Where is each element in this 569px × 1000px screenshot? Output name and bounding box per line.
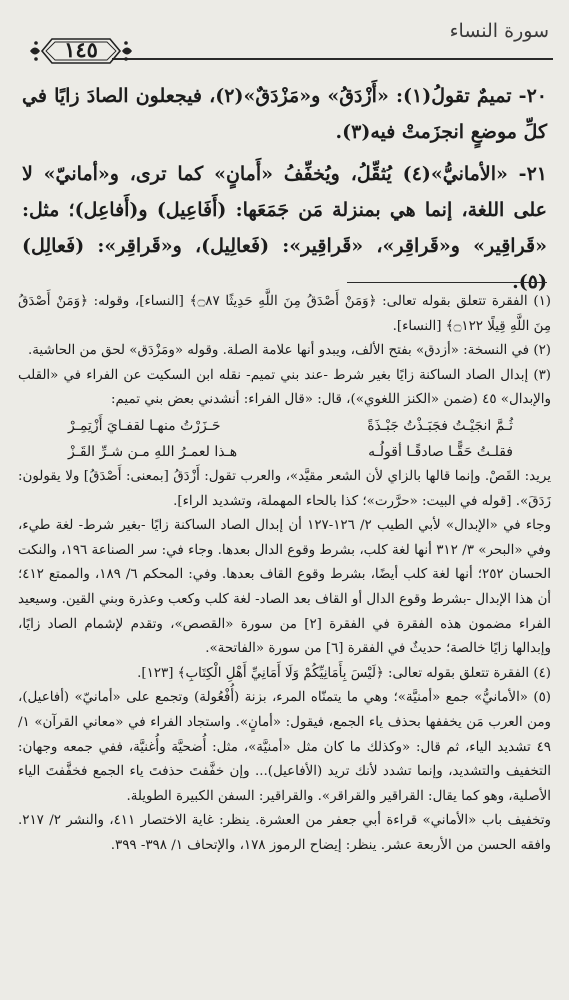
footnote-5: (٥) «الأمانيُّ» جمع «أمنيَّة»؛ وهي ما يتمنّاه المرء، بزنة (أُفْعُولة) وتجمع على «أمانيّ» (أفاعيل)، ومن العرب مَن يخففها بحذف ياء الجمع، فيقول: «أمانٍ». واستجاد الفراء في «معاني القرآن» ١/ ٤٩ تشديد الياء، ثم قال: «وكذلك ما كان مثل «أمنيَّة»، مثل: أُضحيَّة وأُغنيَّة، ففي جمعه وجهان: التخفيف والتشديد، وإنما تشدد لأنك تريد (الأفاعيل)... وإن خفَّفتَ حذفتَ ياء الجمع فخفَّفتَ الياء الأصلية، وهو كما يقال: القراقير والقراقر». والقراقير: السفن الكبيرة الطويلة. xyxy=(18,690,551,804)
verse-second-hemistich: هـذا لعمـرُ اللهِ مـن شـرِّ القَـزْ xyxy=(68,443,238,460)
poem-verse xyxy=(18,413,551,439)
verse-first-hemistich: ثُـمَّ انجَيْـتُ فجَبَـذْتُ جَبْـذَةً xyxy=(367,417,513,434)
page-number-ornament xyxy=(28,34,134,68)
paragraph-20: ٢٠- تميمٌ تقولُ(١): «أَزْدَقُ» و«مَزْدَقٌ»(٢)، فيجعلون الصادَ زايًا في كلِّ موضعٍ انجزَمتْ فيه(٣). xyxy=(22,85,547,143)
footnote-3: (٣) إبدال الصاد الساكنة زايًا بغير شرط -عند بني تميم- نقله ابن السكيت عن الفراء في «القلب والإبدال» ٤٥ (ضمن «الكنز اللغوي»)، قال: «قال الفراء: أنشدني بعض بني تميم: xyxy=(18,367,551,408)
footnote-3-sources: وجاء في «الإبدال» لأبي الطيب ٢/ ١٢٦-١٢٧ أن إبدال الصاد الساكنة زايًا -بغير شرط- لغة طيء، وفي «البحر» ٣/ ٣١٢ أنها لغة كلب، بشرط وقوع الدال بعدها. وجاء في: سر الصناعة ١٩٦، والنكت الحسان ٢٥٢؛ أنها لغة كلب أيضًا، بشرط وقوع القاف بعدها. وفي: المحكم ٦/ ١٨٩، والممتع ٤١٢؛ أن هذا الإبدال -بشرط وقوع الدال أو القاف بعد الصاد- لغة كلب وكعب وعذرة وبني القين. وسيعيد الفراء مضمون هذه الفقرة في الفقرة [٢] من سورة «القصص»، وتقدم لإشمام الصاد زايًا، وإبدالها زايًا خالصة؛ حديثٌ في الفقرة [٦] من سورة «الفاتحة». xyxy=(18,518,551,657)
page-number: ١٤٥ xyxy=(64,37,98,62)
footnote-1: (١) الفقرة تتعلق بقوله تعالى: ﴿وَمَنْ أَصْدَقُ مِنَ اللَّهِ حَدِيثًا ۝٨٧﴾ [النساء]، وقوله: ﴿وَمَنْ أَصْدَقُ مِنَ اللَّهِ قِيلًا ۝١٢٢﴾ [النساء]. xyxy=(18,294,551,334)
verse-first-hemistich: فقلـتُ حَقًّـا صادقًـا أقولُـه xyxy=(368,443,513,460)
footnote-4: (٤) الفقرة تتعلق بقوله تعالى: ﴿لَيْسَ بِأَمَانِيِّكُمْ وَلَا أَمَانِيِّ أَهْلِ الْكِتَابِ﴾ [١٢٣]. xyxy=(137,665,551,681)
footnote-separator xyxy=(347,282,547,283)
footnote-5-continued: وتخفيف باب «الأماني» قراءة أبي جعفر من العشرة. ينظر: غاية الاختصار ٤١١، والنشر ٢/ ٢١٧. وافقه الحسن من الأربعة عشر. ينظر: إيضاح الرموز ١٧٨، والإتحاف ١/ ٣٩٨- ٣٩٩. xyxy=(18,813,551,853)
footnotes xyxy=(18,290,551,858)
header-rule xyxy=(112,58,553,60)
surah-name: سورة النساء xyxy=(449,20,549,42)
page-header xyxy=(20,20,553,70)
paragraph-21: ٢١- «الأمانيُّ»(٤) يُثقِّلُ، ويُخفِّفُ «أَمانٍ» كما ترى، و«أمانيّ» لا على اللغة، إنما هي بمنزلة مَن جَمَعَها: (أَفَاعِيل) و(أَفاعِل)؛ مثل: «قَراقِير» و«قَراقِر»، «قَراقِير»: (فَعالِيل)، و«قَراقِر»: (فَعالِل)(٥). xyxy=(22,163,547,293)
verse-second-hemistich: حَـزَرْتُ منهـا لقفـايَ أَزْتِمِـرْ xyxy=(68,417,221,434)
poem xyxy=(18,413,551,465)
footnote-3-continued: يريد: القَصْ. وإنما قالها بالزاي لأن الشعر مقيَّد»، والعرب تقول: أَزْدَقُ [بمعنى: أَصْدَقُ] ولا يقولون: زَدَقَ». [قوله في البيت: «حرَّرت»؛ كذا بالحاء المهملة، وتشديد الراء]. xyxy=(18,468,551,509)
poem-verse xyxy=(18,439,551,465)
footnote-2: (٢) في النسخة: «أزدق» بفتح الألف، ويبدو أنها علامة الصلة. وقوله «ومَزْدَق» لحق من الحاشية. xyxy=(28,343,551,359)
main-text xyxy=(22,78,547,306)
